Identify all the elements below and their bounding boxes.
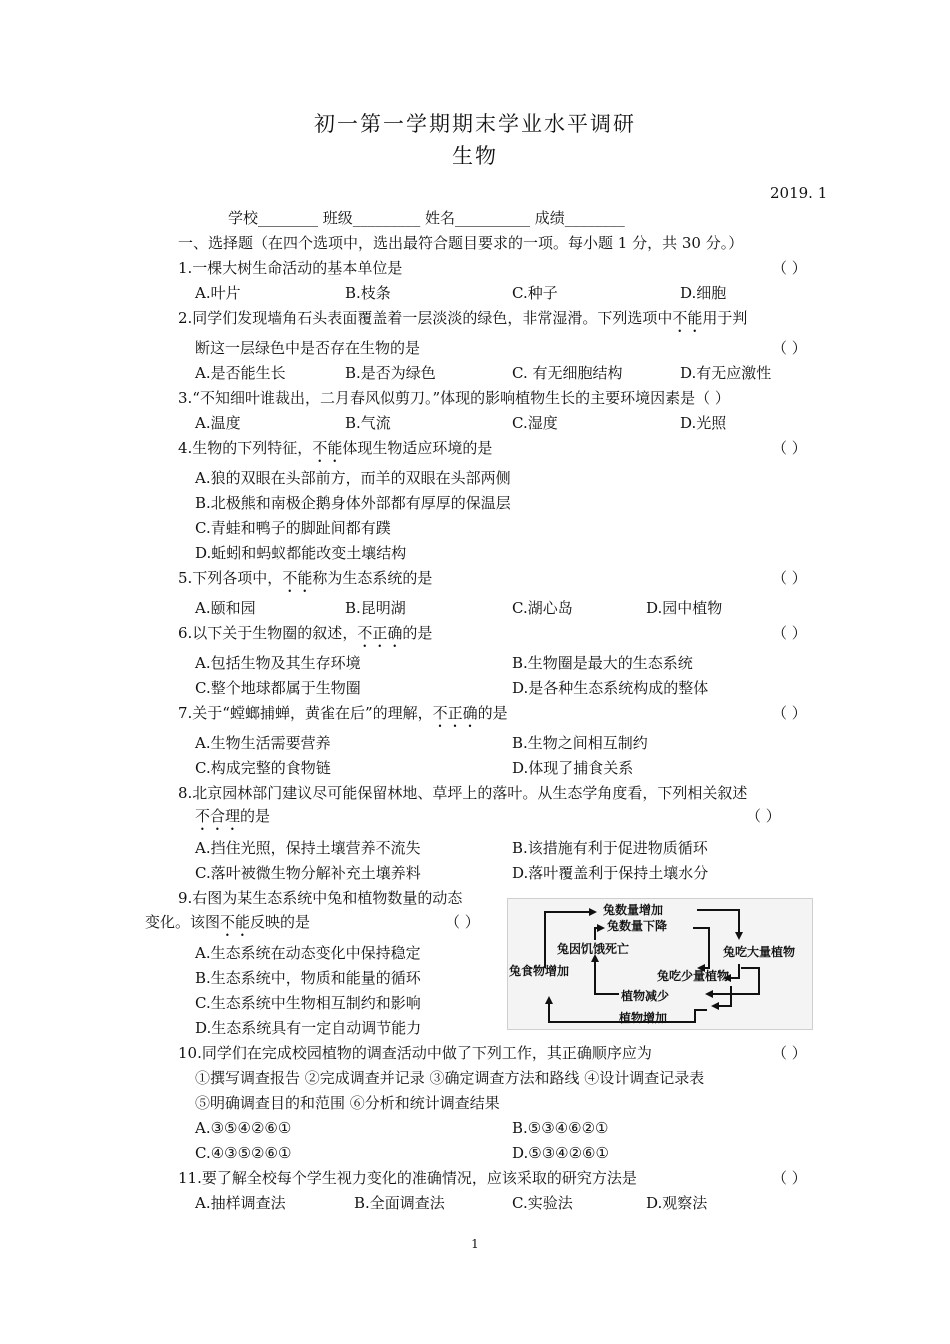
rabbit-plant-cycle-diagram xyxy=(507,898,813,1030)
q11-answer-paren: （ ） xyxy=(772,1169,807,1187)
q4-stem: 4.生物的下列特征，不能体现生物适应环境的是 xyxy=(178,439,493,457)
q10-option-d: D.⑤③④②⑥① xyxy=(512,1144,609,1162)
q2-emphasis: 不能 xyxy=(672,309,703,327)
q2-option-c: C. 有无细胞结构 xyxy=(512,364,623,382)
q7-answer-paren: （ ） xyxy=(772,704,807,722)
q3-option-d: D.光照 xyxy=(680,414,727,432)
q9-stem-line1: 9.右图为某生态系统中兔和植物数量的动态 xyxy=(178,889,463,907)
q4-option-d: D.蚯蚓和蚂蚁都能改变土壤结构 xyxy=(195,544,407,562)
q6-option-d: D.是各种生态系统构成的整体 xyxy=(512,679,709,697)
q10-option-a: A.③⑤④②⑥① xyxy=(195,1119,292,1137)
subject-title: 生物 xyxy=(452,144,498,168)
node-rabbit-increase: 兔数量增加 xyxy=(603,903,664,917)
q9-stem-line2: 变化。该图不能反映的是 xyxy=(145,913,311,931)
q3-option-c: C.湿度 xyxy=(512,414,558,432)
q6-option-c: C.整个地球都属于生物圈 xyxy=(195,679,361,697)
q5-answer-paren: （ ） xyxy=(772,569,807,587)
q10-stem: 10.同学们在完成校园植物的调查活动中做了下列工作，其正确顺序应为 xyxy=(178,1044,652,1062)
section-heading: 一、选择题（在四个选项中，选出最符合题目要求的一项。每小题 1 分，共 30 分。） xyxy=(178,234,744,252)
q11-stem: 11.要了解全校每个学生视力变化的准确情况，应该采取的研究方法是 xyxy=(178,1169,637,1187)
q8-option-c: C.落叶被微生物分解补充土壤养料 xyxy=(195,864,421,882)
q8-emphasis: 不合理 xyxy=(195,807,241,825)
q11-option-d: D.观察法 xyxy=(646,1194,708,1212)
q8-option-b: B.该措施有利于促进物质循环 xyxy=(512,839,708,857)
q8-option-a: A.挡住光照，保持土壤营养不流失 xyxy=(195,839,421,857)
q1-stem: 1.一棵大树生命活动的基本单位是 xyxy=(178,259,403,277)
q4-option-a: A.狼的双眼在头部前方，而羊的双眼在头部两侧 xyxy=(195,469,511,487)
q10-option-b: B.⑤③④⑥②① xyxy=(512,1119,609,1137)
q7-option-d: D.体现了捕食关系 xyxy=(512,759,634,777)
q6-option-a: A.包括生物及其生存环境 xyxy=(195,654,361,672)
node-rabbit-starve: 兔因饥饿死亡 xyxy=(557,942,630,956)
q2-answer-paren: （ ） xyxy=(772,339,807,357)
q10-steps-line1: ①撰写调查报告 ②完成调查并记录 ③确定调查方法和路线 ④设计调查记录表 xyxy=(195,1069,705,1087)
q9-option-d: D.生态系统具有一定自动调节能力 xyxy=(195,1019,422,1037)
q3-stem: 3.“不知细叶谁裁出，二月春风似剪刀。”体现的影响植物生长的主要环境因素是（ ） xyxy=(178,389,730,407)
q9-option-b: B.生态系统中，物质和能量的循环 xyxy=(195,969,421,987)
q5-option-a: A.颐和园 xyxy=(195,599,256,617)
q6-emphasis: 不正确 xyxy=(357,624,403,642)
q11-option-a: A.抽样调查法 xyxy=(195,1194,286,1212)
q2-option-d: D.有无应激性 xyxy=(680,364,772,382)
q10-steps-line2: ⑤明确调查目的和范围 ⑥分析和统计调查结果 xyxy=(195,1094,500,1112)
q3-option-a: A.温度 xyxy=(195,414,241,432)
page-title: 初一第一学期期末学业水平调研 xyxy=(314,112,636,136)
q7-option-b: B.生物之间相互制约 xyxy=(512,734,648,752)
q7-option-c: C.构成完整的食物链 xyxy=(195,759,331,777)
q5-emphasis: 不能 xyxy=(282,569,313,587)
q8-answer-paren: （ ） xyxy=(746,807,781,825)
q2-stem-line1: 2.同学们发现墙角石头表面覆盖着一层淡淡的绿色，非常湿滑。下列选项中不能用于判 xyxy=(178,309,748,327)
q4-emphasis: 不能 xyxy=(312,439,343,457)
q9-option-c: C.生态系统中生物相互制约和影响 xyxy=(195,994,421,1012)
q7-stem: 7.关于“螳螂捕蝉，黄雀在后”的理解，不正确的是 xyxy=(178,704,508,722)
q8-stem-line1: 8.北京园林部门建议尽可能保留林地、草坪上的落叶。从生态学角度看，下列相关叙述 xyxy=(178,784,748,802)
node-plants-increase: 植物增加 xyxy=(619,1011,668,1025)
q2-option-a: A.是否能生长 xyxy=(195,364,286,382)
q10-answer-paren: （ ） xyxy=(772,1044,807,1062)
q4-answer-paren: （ ） xyxy=(772,439,807,457)
q1-option-d: D.细胞 xyxy=(680,284,727,302)
node-rabbit-eat-few: 兔吃少量植物 xyxy=(657,969,730,983)
node-rabbit-food-increase: 兔食物增加 xyxy=(509,964,570,978)
q6-option-b: B.生物圈是最大的生态系统 xyxy=(512,654,693,672)
page-number: 1 xyxy=(471,1237,479,1251)
student-info-line: 学校________ 班级_________ 姓名__________ 成绩________ xyxy=(228,209,625,227)
node-plants-decrease: 植物减少 xyxy=(621,989,670,1003)
q1-answer-paren: （ ） xyxy=(772,259,807,277)
q5-option-b: B.昆明湖 xyxy=(345,599,406,617)
q6-answer-paren: （ ） xyxy=(772,624,807,642)
q8-stem-line2: 不合理的是 xyxy=(195,807,271,825)
q9-answer-paren: （ ） xyxy=(445,913,480,931)
q11-option-b: B.全面调查法 xyxy=(354,1194,445,1212)
q8-option-d: D.落叶覆盖利于保持土壤水分 xyxy=(512,864,709,882)
q10-option-c: C.④③⑤②⑥① xyxy=(195,1144,292,1162)
q9-option-a: A.生态系统在动态变化中保持稳定 xyxy=(195,944,421,962)
q1-option-a: A.叶片 xyxy=(195,284,241,302)
q2-stem-line2: 断这一层绿色中是否存在生物的是 xyxy=(195,339,421,357)
q2-option-b: B.是否为绿色 xyxy=(345,364,436,382)
q5-option-d: D.园中植物 xyxy=(646,599,723,617)
q7-emphasis: 不正确 xyxy=(432,704,478,722)
q9-emphasis: 不能 xyxy=(220,913,251,931)
q5-option-c: C.湖心岛 xyxy=(512,599,573,617)
q6-stem: 6.以下关于生物圈的叙述，不正确的是 xyxy=(178,624,433,642)
q5-stem: 5.下列各项中，不能称为生态系统的是 xyxy=(178,569,433,587)
q11-option-c: C.实验法 xyxy=(512,1194,573,1212)
q7-option-a: A.生物生活需要营养 xyxy=(195,734,331,752)
node-rabbit-eat-many: 兔吃大量植物 xyxy=(723,945,796,959)
q1-option-b: B.枝条 xyxy=(345,284,391,302)
exam-date: 2019. 1 xyxy=(770,184,828,202)
q4-option-b: B.北极熊和南极企鹅身体外部都有厚厚的保温层 xyxy=(195,494,511,512)
q1-option-c: C.种子 xyxy=(512,284,558,302)
q4-option-c: C.青蛙和鸭子的脚趾间都有蹼 xyxy=(195,519,391,537)
q3-option-b: B.气流 xyxy=(345,414,391,432)
node-rabbit-decrease: 兔数量下降 xyxy=(607,919,668,933)
